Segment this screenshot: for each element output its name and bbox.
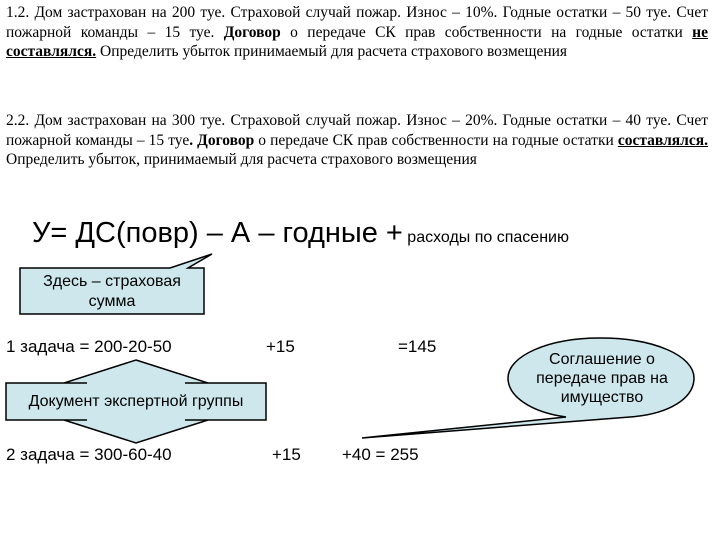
task-1-text-b: о передаче СК прав собственности на годные остатки xyxy=(280,23,693,41)
task-2-underlined-status: составлялся. xyxy=(617,131,708,149)
task-1-bold-contract: Договор xyxy=(223,23,281,41)
task-2-result: +40 = 255 xyxy=(342,445,419,464)
task-2-number: 2.2. xyxy=(6,112,30,129)
task-2-expression: 2 задача = 300-60-40 xyxy=(6,445,172,464)
task-2-plus: +15 xyxy=(272,445,301,464)
task-1-underlined-status: не составлялся. xyxy=(6,23,708,60)
task-2-text-b: о передаче СК прав собственности на годные остатки xyxy=(254,131,618,149)
task-1-text-c: Определить убыток принимаемый для расчета страхового возмещения xyxy=(96,43,568,60)
task-1-expression: 1 задача = 200-20-50 xyxy=(6,337,172,356)
formula-tail: расходы по спасению xyxy=(402,229,569,246)
expert-doc-text: Документ экспертной группы xyxy=(28,393,244,410)
formula-main: У= ДС(повр) – А – годные + xyxy=(32,217,403,249)
agreement-callout-text: Соглашение о передаче прав на имущество xyxy=(536,351,668,406)
task-2-text-a: Дом застрахован на 300 туе. Страховой случай пожар. Износ – 20%. Годные остатки – 40 туе. Счет пожарной команды – 15 туе xyxy=(6,112,708,149)
sum-callout-text: Здесь – страховая сумма xyxy=(43,273,181,310)
task-2-text-c: Определить убыток, принимаемый для расчета страхового возмещения xyxy=(6,151,477,168)
task-1-number: 1.2. xyxy=(6,4,30,21)
task-2-bold-contract: . Договор xyxy=(189,131,255,149)
task-1-text-a: Дом застрахован на 200 туе. Страховой случай пожар. Износ – 10%. Годные остатки – 50 туе. Счет пожарной команды – 15 туе. xyxy=(6,4,708,41)
task-1-plus: +15 xyxy=(266,337,295,356)
task-1-result: =145 xyxy=(398,337,437,356)
